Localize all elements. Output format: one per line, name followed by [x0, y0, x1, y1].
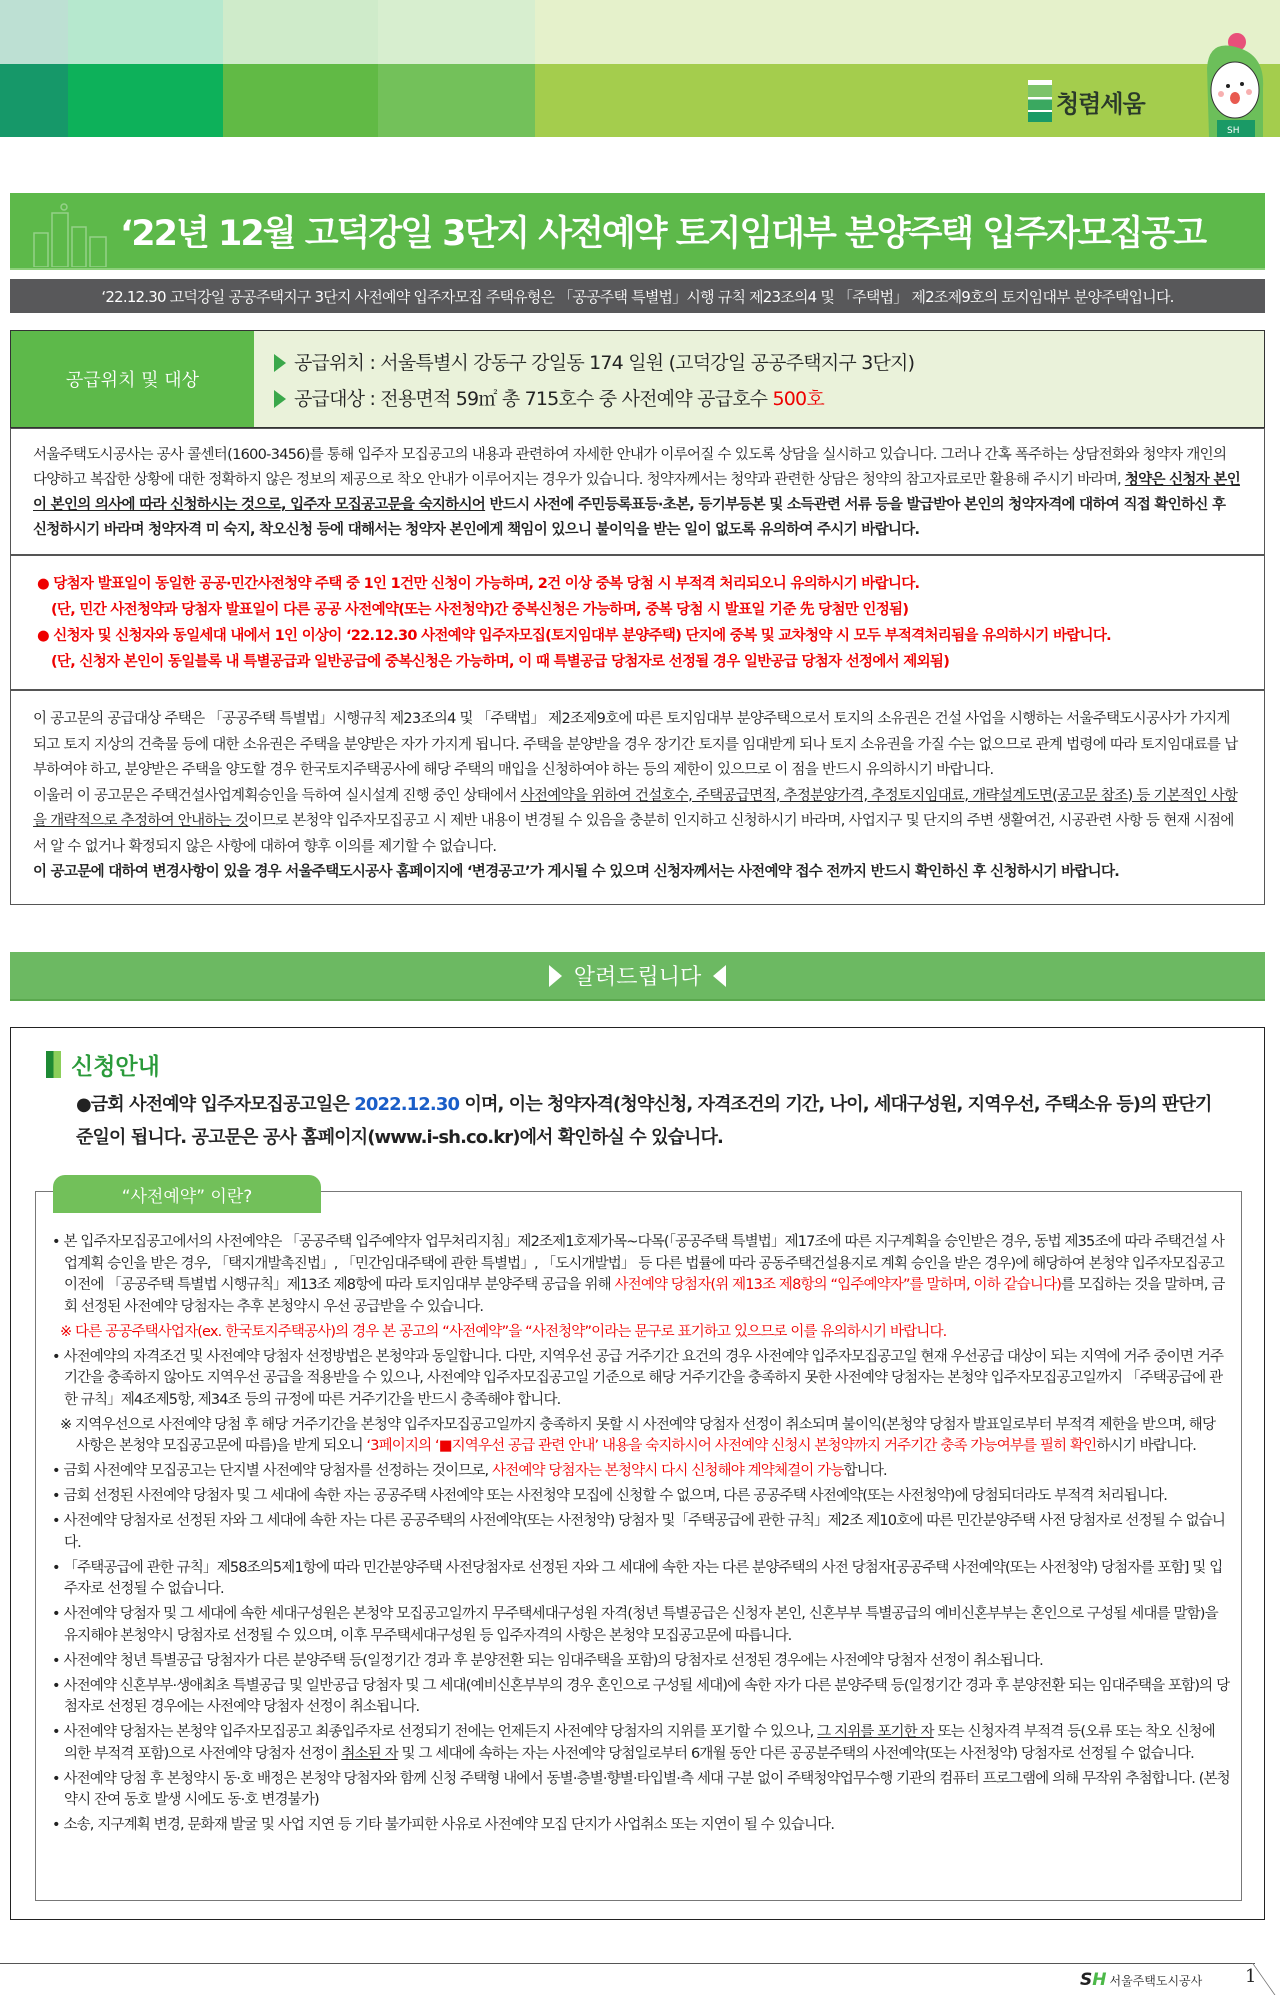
triangle-left-icon [713, 965, 726, 987]
list-item [50, 1232, 1230, 1318]
text-segment: 이 공고문에 대하여 변경사항이 있을 경우 서울주택도시공사 홈페이지에 ‘변경공고’가 게시될 수 있으며 신청자께서는 사전예약 접수 전까지 반드시 확인하신 후 신청하시기 바랍니다. [33, 864, 1120, 880]
pre-reservation-box [35, 1191, 1242, 1901]
sh-logo-icon: SH [1080, 1970, 1107, 1990]
list-item [50, 1604, 1230, 1647]
text-segment: 사전예약을 위하여 건설호수, 주택공급면적, 추정분양가격, 추정토지임대료, 개략설계도면(공고문 참조) 등 기본적인 사항을 개략적으로 추정하여 안내하는 것 [33, 787, 1238, 829]
text-segment: 사전예약 당첨자(위 제13조 제8항의 “입주예약자”를 말하며, 이하 같습니다) [614, 1277, 1062, 1293]
color-block [223, 0, 378, 64]
supply-location-text: 공급위치 : 서울특별시 강동구 강일동 174 일원 (고덕강일 공공주택지구 3단지) [294, 352, 915, 374]
text-segment: • 사전예약 당첨 후 본청약시 동·호 배정은 본청약 당첨자와 함께 신청 주택형 내에서 동별·층별·향별·타입별·측 세대 구분 없이 주택청약업무수행 기관의 컴퓨터 프로그램에 의해 무작위 추첨합니다. (본청약시 잔여 동호 발생 시에도 동·호 변경불가) [52, 1770, 1230, 1808]
land-lease-notice [10, 690, 1265, 905]
land-notice-paragraph [33, 707, 1242, 784]
note-item [50, 1415, 1230, 1458]
triangle-right-icon [274, 390, 286, 408]
text-segment: ※ 지역우선으로 사전예약 당첨 후 해당 거주기간을 본청약 입주자모집공고일까지 충족하지 못할 시 사전예약 당첨자 선정이 취소되며 불이익(본청약 당첨자 발표일로부터 부적격 제한을 받으며, 해당 사항은 본청약 모집공고문에 따름)을 받게 되오니 [60, 1416, 1216, 1454]
footer-logo [1080, 1970, 1202, 1990]
land-notice-paragraph [33, 784, 1242, 861]
supply-target-text: 공급대상 : 전용면적 59㎡ 총 715호수 중 사전예약 공급호수 [294, 388, 773, 410]
warning-line: (단, 민간 사전청약과 당첨자 발표일이 다른 공공 사전예약(또는 사전청약)간 중복신청은 가능하며, 중복 당첨 시 발표일 기준 先 당첨만 인정됨) [51, 602, 909, 618]
text-segment: 또는 신청자격 부적격 등(오류 또는 착오 신청에 의한 부적격 포함)으로 사전예약 당첨자 선정이 [64, 1724, 1215, 1762]
text-segment: 이울러 이 공고문은 주택건설사업계획승인을 득하여 실시설계 진행 중인 상태에서 [33, 787, 521, 804]
text-segment: ※ 다른 공공주택사업자(ex. 한국토지주택공사)의 경우 본 공고의 “사전예약”을 “사전청약”이라는 문구로 표기하고 있으므로 이를 유의하시기 바랍니다. [60, 1323, 947, 1340]
text-segment: 사전예약 당첨자는 본청약시 다시 신청해야 계약체결이 가능 [492, 1463, 844, 1479]
text-segment: • 사전예약 당첨자 및 그 세대에 속한 세대구성원은 본청약 모집공고일까지 무주택세대구성원 자격(청년 특별공급은 신청자 본인, 신혼부부 특별공급의 예비신혼부부는 혼인으로 구성될 세대를 말함)을 유지해야 본청약시 당첨자로 선정될 수 있으며, 이후 무주택세대구성원 등 입주자격의 사항은 본청약 모집공고문에 따릅니다. [52, 1606, 1218, 1644]
text-segment: 를 모집하는 것을 말하며, 금회 선정된 사전예약 당첨자는 추후 본청약시 우선 공급받을 수 있습니다. [64, 1277, 1225, 1315]
text-segment: 이므로 본청약 입주자모집공고 시 제반 내용이 변경될 수 있음을 충분히 인지하고 신청하시기 바라며, 사업지구 및 단지의 주변 생활여건, 시공관련 사항 등 현재 시점에서 알 수 없거나 확정되지 않은 사항에 대하여 향후 이의를 제기할 수 없습니다. [33, 813, 1234, 855]
text-segment: • 본 입주자모집공고에서의 사전예약은 「공공주택 입주예약자 업무처리지침」제2조제1호제가목~다목(「공공주택 특별법」제17조에 따른 지구계획을 승인받은 경우, 동법 제35조에 따라 주택건설 사업계획 승인을 받은 경우, 「택지개발촉진법」, 「민간임대주택에 관한 특별법」, 「도시개발법」 등 다른 법률에 따라 공동주택건설용지로 계획 승인을 받은 경우)에 해당하여 본청약 입주자모집공고 이전에 「공공주택 특별법 시행규칙」제13조 제8항에 따라 토지임대부 분양주택 공급을 위해 [52, 1234, 1225, 1293]
lead-paragraph [76, 1088, 1226, 1154]
warning-line: ● 신청자 및 신청자와 동일세대 내에서 1인 이상이 ‘22.12.30 사전예약 입주자모집(토지임대부 분양주택) 단지에 중복 및 교차청약 시 모두 부적격처리됨을 유의하시기 바랍니다. [37, 628, 1111, 644]
supply-count: 500호 [772, 388, 824, 410]
notice-banner [10, 952, 1265, 1001]
text-segment: 하시기 바랍니다. [1096, 1438, 1196, 1454]
text-segment: • 사전예약 신혼부부·생애최초 특별공급 및 일반공급 당첨자 및 그 세대(예비신혼부부의 경우 혼인으로 구성될 세대)에 속한 자가 다른 분양주택 등(일정기간 경과 후 분양전환 되는 임대주택을 포함)의 당첨자로 선정된 경우에는 사전예약 당첨자 선정이 취소됩니다. [52, 1677, 1230, 1715]
triangle-right-icon [274, 354, 286, 372]
note-item [50, 1322, 1230, 1344]
list-item [50, 1815, 1230, 1837]
text-segment: 이며, 이는 청약자격(청약신청, 자격조건의 기간, 나이, 세대구성원, 지역우선, 주택소유 등)의 판단기준일이 됩니다. 공고문은 공사 홈페이지(www.i-sh.co.kr)에서 확인하실 수 있습니다. [76, 1094, 1212, 1148]
text-segment: • 사전예약 청년 특별공급 당첨자가 다른 분양주택 등(일정기간 경과 후 분양전환 되는 임대주택을 포함)의 당첨자로 선정된 경우에는 사전예약 당첨자 선정이 취소됩니다. [52, 1652, 1043, 1669]
text-segment: 그 지위를 포기한 자 [817, 1724, 934, 1740]
brand-logo [1028, 80, 1145, 122]
color-block [535, 64, 1280, 137]
footer-divider [0, 1963, 1255, 1964]
supply-label: 공급위치 및 대상 [11, 331, 254, 427]
text-segment: 2022.12.30 [354, 1094, 460, 1115]
color-block [68, 64, 223, 137]
intro-notice [10, 428, 1265, 555]
color-block [378, 0, 535, 64]
text-segment: 합니다. [843, 1463, 887, 1479]
supply-location [274, 345, 1264, 381]
mascot-icon [1195, 28, 1270, 137]
text-segment: • 「주택공급에 관한 규칙」제58조의5제1항에 따라 민간분양주택 사전당첨자로 선정된 자와 그 세대에 속한 자는 다른 분양주택의 사전 당첨자[공공주택 사전예약(또는 사전청약) 당첨자를 포함] 및 입주자로 선정될 수 없습니다. [52, 1559, 1223, 1597]
supply-details [254, 331, 1264, 427]
pre-reservation-tab: “사전예약” 이란? [53, 1175, 321, 1213]
application-guide-section [10, 1027, 1265, 1920]
list-item [50, 1722, 1230, 1765]
warning-line: (단, 신청자 본인이 동일블록 내 특별공급과 일반공급에 중복신청은 가능하며, 이 때 특별공급 당첨자로 선정될 경우 일반공급 당첨자 선정에서 제외됨) [51, 654, 950, 670]
page-header [0, 0, 1280, 137]
supply-info-table [10, 330, 1265, 428]
intro-paragraph [33, 443, 1242, 543]
text-segment: • 금회 선정된 사전예약 당첨자 및 그 세대에 속한 자는 공공주택 사전예약 또는 사전청약 모집에 신청할 수 없으며, 다른 공공주택 사전예약(또는 사전청약)에 당첨되더라도 부적격 처리됩니다. [52, 1488, 1167, 1504]
text-segment: • 사전예약 당첨자는 본청약 입주자모집공고 최종입주자로 선정되기 전에는 언제든지 사전예약 당첨자의 지위를 포기할 수 있으나, [52, 1724, 818, 1740]
title-banner [10, 193, 1265, 270]
text-segment: 및 그 세대에 속하는 자는 사전예약 당첨일로부터 6개월 동안 다른 공공분주택의 사전예약(또는 사전청약) 당첨자로 선정될 수 없습니다. [397, 1745, 1194, 1762]
building-icon [1028, 80, 1052, 122]
text-segment: • 소송, 지구계획 변경, 문화재 발굴 및 사업 지연 등 기타 불가피한 사유로 사전예약 모집 단지가 사업취소 또는 지연이 될 수 있습니다. [52, 1817, 835, 1833]
land-notice-paragraph [33, 860, 1242, 886]
text-segment: ●금회 사전예약 입주자모집공고일은 [76, 1094, 355, 1115]
page-number: 1 [1245, 1966, 1257, 1987]
pre-reservation-list [50, 1232, 1230, 1840]
section-title: 신청안내 [71, 1054, 160, 1080]
list-item [50, 1769, 1230, 1812]
heading-bar-icon [46, 1051, 61, 1078]
mascot-badge: SH [1227, 126, 1240, 136]
notice-banner-text: 알려드립니다 [573, 965, 702, 990]
text-segment: • 사전예약의 자격조건 및 사전예약 당첨자 선정방법은 본청약과 동일합니다. 다만, 지역우선 공급 거주기간 요건의 경우 사전예약 입주자모집공고일 현재 우선공급 대상이 되는 지역에 거주 중이면 거주기간을 충족하지 않아도 지역우선 공급을 적용받을 수 있으나, 사전예약 입주자모집공고일 기준으로 해당 거주기간을 충족하지 못한 사전예약 당첨자는 본청약 입주자모집공고일까지 「주택공급에 관한 규칙」제4조제5항, 제34조 등의 규정에 따른 거주기간을 반드시 충족해야 합니다. [52, 1348, 1224, 1408]
list-item [50, 1558, 1230, 1601]
color-block [0, 64, 68, 137]
warning-box [10, 555, 1265, 690]
color-block [68, 0, 223, 64]
text-segment: 서울주택도시공사는 공사 콜센터(1600-3456)를 통해 입주자 모집공고의 내용과 관련하여 자세한 안내가 이루어질 수 있도록 상담을 실시하고 있습니다. 그러나 간혹 폭주하는 상담전화와 청약자 개인의 다양하고 복잡한 상황에 대한 정확하지 않은 정보의 제공으로 착오 안내가 이루어지는 경우가 있습니다. 청약자께서는 청약과 관련한 상담은 청약의 참고자료로만 활용해 주시기 바라며, [33, 447, 1227, 488]
supply-target [274, 381, 1264, 417]
color-block [0, 0, 68, 64]
color-block [378, 64, 535, 137]
subtitle-bar [10, 279, 1265, 313]
text-segment: 반드시 사전에 주민등록표등·초본, 등기부등본 및 소득관련 서류 등을 발급받아 본인의 청약자격에 대하여 직접 확인하신 후 신청하시기 바라며 청약자격 미 숙지, 착오신청 등에 대해서는 청약자 본인에게 책임이 있으니 불이익을 받는 일이 없도록 유의하여 주시기 바랍니다. [33, 497, 1226, 538]
triangle-right-icon [549, 965, 562, 987]
color-block [535, 0, 1280, 64]
brand-name: 청렴세움 [1056, 89, 1145, 118]
list-item [50, 1461, 1230, 1483]
color-block [223, 64, 378, 137]
subtitle-text: ‘22.12.30 고덕강일 공공주택지구 3단지 사전예약 입주자모집 주택유형은 「공공주택 특별법」시행 규칙 제23조의4 및 「주택법」 제2조제9호의 토지임대부 분양주택입니다. [101, 287, 1174, 306]
city-skyline-icon [24, 203, 114, 267]
text-segment: ‘3페이지의 ‘■지역우선 공급 관련 안내’ 내용을 숙지하시어 사전예약 신청시 본청약까지 거주기간 충족 가능여부를 필히 확인 [366, 1438, 1097, 1454]
list-item [50, 1486, 1230, 1508]
list-item [50, 1511, 1230, 1554]
list-item [50, 1651, 1230, 1673]
text-segment: 청약은 신청자 본인이 본인의 의사에 따라 신청하시는 것으로, 입주자 모집공고문을 숙지하시어 [33, 472, 1240, 513]
text-segment: 이 공고문의 공급대상 주택은 「공공주택 특별법」시행규칙 제23조의4 및 「주택법」 제2조제9호에 따른 토지임대부 분양주택으로서 토지의 소유권은 건설 사업을 시행하는 서울주택도시공사가 가지게 되고 토지 지상의 건축물 등에 대한 소유권은 주택을 분양받은 자가 가지게 됩니다. 주택을 분양받을 경우 장기간 토지를 임대받게 되나 토지 소유권을 가질 수는 없으므로 관계 법령에 따라 토지임대료를 납부하여야 하고, 분양받은 주택을 양도할 경우 한국토지주택공사에 해당 주택의 매입을 신청하여야 하는 등의 제한이 있으므로 이 점을 반드시 유의하시기 바랍니다. [33, 711, 1238, 778]
text-segment: • 금회 사전예약 모집공고는 단지별 사전예약 당첨자를 선정하는 것이므로, [52, 1463, 493, 1479]
text-segment: 취소된 자 [341, 1745, 398, 1762]
list-item [50, 1676, 1230, 1719]
list-item [50, 1347, 1230, 1412]
page-title: ‘22년 12월 고덕강일 3단지 사전예약 토지임대부 분양주택 입주자모집공고 [120, 213, 1206, 254]
footer-org: 서울주택도시공사 [1109, 1973, 1203, 1988]
text-segment: • 사전예약 당첨자로 선정된 자와 그 세대에 속한 자는 다른 공공주택의 사전예약(또는 사전청약) 당첨자 및「주택공급에 관한 규칙」제2조 제10호에 따른 민간분양주택 사전 당첨자로 선정될 수 없습니다. [52, 1513, 1226, 1551]
warning-line: ● 당첨자 발표일이 동일한 공공·민간사전청약 주택 중 1인 1건만 신청이 가능하며, 2건 이상 중복 당첨 시 부적격 처리되오니 유의하시기 바랍니다. [37, 576, 920, 592]
section-heading [46, 1048, 160, 1081]
